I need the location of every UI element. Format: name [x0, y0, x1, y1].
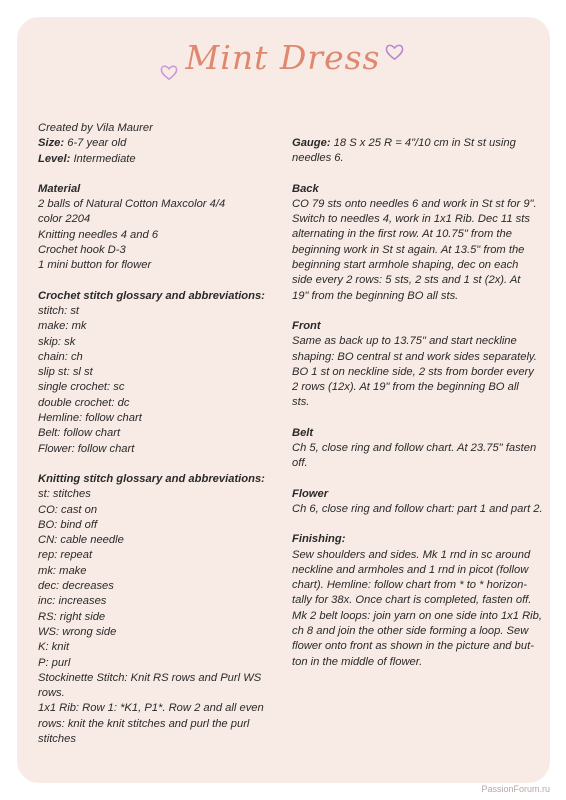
- crochet-heading: Crochet stitch glossary and abbreviations:: [38, 289, 265, 302]
- knitting-abbrev-item: K: knit: [38, 641, 70, 654]
- material-heading: Material: [38, 182, 81, 195]
- finishing-text-line: Mk 2 belt loops: join yarn on one side into 1x1 Rib,: [292, 609, 542, 622]
- watermark-text: PassionForum.ru: [481, 784, 550, 794]
- page-title: Mint Dress: [185, 38, 381, 77]
- front-text-line: shaping: BO central st and work sides separately.: [292, 350, 537, 363]
- crochet-abbrev-item: slip st: sl st: [38, 366, 93, 379]
- knitting-heading: Knitting stitch glossary and abbreviations:: [38, 472, 265, 485]
- gauge-line: Gauge: 18 S x 25 R = 4"/10 cm in St st using: [292, 137, 516, 149]
- crochet-abbrev-item: make: mk: [38, 320, 87, 333]
- crochet-abbrev-item: Flower: follow chart: [38, 442, 135, 455]
- knitting-list: [38, 487, 273, 747]
- knitting-abbrev-item: stitches: [38, 732, 76, 745]
- belt-text: [292, 441, 542, 472]
- knitting-abbrev-item: 1x1 Rib: Row 1: *K1, P1*. Row 2 and all even: [38, 702, 264, 715]
- back-text-line: CO 79 sts onto needles 6 and work in St st for 9".: [292, 197, 537, 210]
- material-item: 2 balls of Natural Cotton Maxcolor 4/4: [38, 198, 226, 211]
- knitting-abbrev-item: Stockinette Stitch: Knit RS rows and Purl WS: [38, 671, 262, 684]
- left-column: [38, 121, 273, 747]
- back-text: [292, 197, 542, 304]
- flower-heading: Flower: [292, 487, 329, 500]
- finishing-text-line: chart). Hemline: follow chart from * to * horizon-: [292, 579, 528, 592]
- gauge-line-2: needles 6.: [292, 152, 344, 165]
- size-line: Size: 6-7 year old: [38, 137, 127, 150]
- finishing-heading: Finishing:: [292, 533, 346, 546]
- level-line: Level: Intermediate: [38, 152, 136, 165]
- finishing-text: [292, 548, 542, 670]
- flower-text-line: Ch 6, close ring and follow chart: part 1 and part 2.: [292, 502, 543, 515]
- material-item: Crochet hook D-3: [38, 244, 126, 257]
- crochet-abbrev-item: single crochet: sc: [38, 381, 125, 394]
- crochet-abbrev-item: double crochet: dc: [38, 396, 130, 409]
- back-text-line: Switch to needles 4, work in 1x1 Rib. Dec 11 sts: [292, 213, 530, 226]
- knitting-abbrev-item: inc: increases: [38, 595, 107, 608]
- material-item: 1 mini button for flower: [38, 259, 152, 272]
- knitting-abbrev-item: P: purl: [38, 656, 71, 669]
- front-text: [292, 334, 542, 410]
- front-text-line: 2 rows (12x). At 19" from the beginning BO all: [292, 381, 519, 394]
- front-text-line: sts.: [292, 396, 310, 409]
- crochet-abbrev-item: chain: ch: [38, 350, 83, 363]
- knitting-abbrev-item: st: stitches: [38, 488, 91, 501]
- finishing-text-line: flower onto front as shown in the picture and but-: [292, 640, 534, 653]
- finishing-text-line: ch 8 and join the other side forming a loop. Sew: [292, 625, 529, 638]
- knitting-abbrev-item: mk: make: [38, 564, 87, 577]
- knitting-abbrev-item: CN: cable needle: [38, 534, 124, 547]
- back-text-line: alternating in the first row. At 10.75" from the: [292, 228, 512, 241]
- finishing-text-line: ton in the middle of flower.: [292, 655, 423, 668]
- front-text-line: BO 1 st on neckline side, 2 sts from border every: [292, 365, 534, 378]
- crochet-abbrev-item: Belt: follow chart: [38, 427, 121, 440]
- belt-text-line: Ch 5, close ring and follow chart. At 23.75" fasten: [292, 442, 537, 455]
- material-list: [38, 197, 273, 273]
- front-text-line: Same as back up to 13.75" and start neckline: [292, 335, 517, 348]
- back-text-line: beginning work in St st again. At 13.5" from the: [292, 243, 525, 256]
- finishing-text-line: Sew shoulders and sides. Mk 1 rnd in sc around: [292, 548, 531, 561]
- back-text-line: 19" from the beginning BO all sts.: [292, 289, 459, 302]
- flower-text: [292, 502, 542, 517]
- material-item: color 2204: [38, 213, 91, 226]
- created-by: Created by Vila Maurer: [38, 122, 153, 134]
- right-column: [292, 121, 542, 670]
- knitting-abbrev-item: WS: wrong side: [38, 625, 117, 638]
- crochet-abbrev-item: stitch: st: [38, 304, 80, 317]
- back-text-line: beginning start armhole shaping, dec on each: [292, 259, 519, 272]
- knitting-abbrev-item: rows.: [38, 687, 65, 700]
- knitting-abbrev-item: rep: repeat: [38, 549, 93, 562]
- crochet-abbrev-item: skip: sk: [38, 335, 76, 348]
- belt-heading: Belt: [292, 426, 314, 439]
- knitting-abbrev-item: dec: decreases: [38, 580, 114, 593]
- front-heading: Front: [292, 319, 321, 332]
- knitting-abbrev-item: rows: knit the knit stitches and purl the purl: [38, 717, 250, 730]
- knitting-abbrev-item: RS: right side: [38, 610, 106, 623]
- knitting-abbrev-item: BO: bind off: [38, 518, 98, 531]
- material-item: Knitting needles 4 and 6: [38, 228, 159, 241]
- belt-text-line: off.: [292, 457, 308, 470]
- back-text-line: side every 2 rows: 5 sts, 2 sts and 1 st (2x). At: [292, 274, 521, 287]
- crochet-abbrev-item: Hemline: follow chart: [38, 412, 142, 425]
- knitting-abbrev-item: CO: cast on: [38, 503, 98, 516]
- back-heading: Back: [292, 182, 319, 195]
- finishing-text-line: neckline and armholes and 1 rnd in picot (follow: [292, 563, 529, 576]
- finishing-text-line: tally for 38x. Once chart is completed, fasten off.: [292, 594, 532, 607]
- crochet-list: [38, 304, 273, 457]
